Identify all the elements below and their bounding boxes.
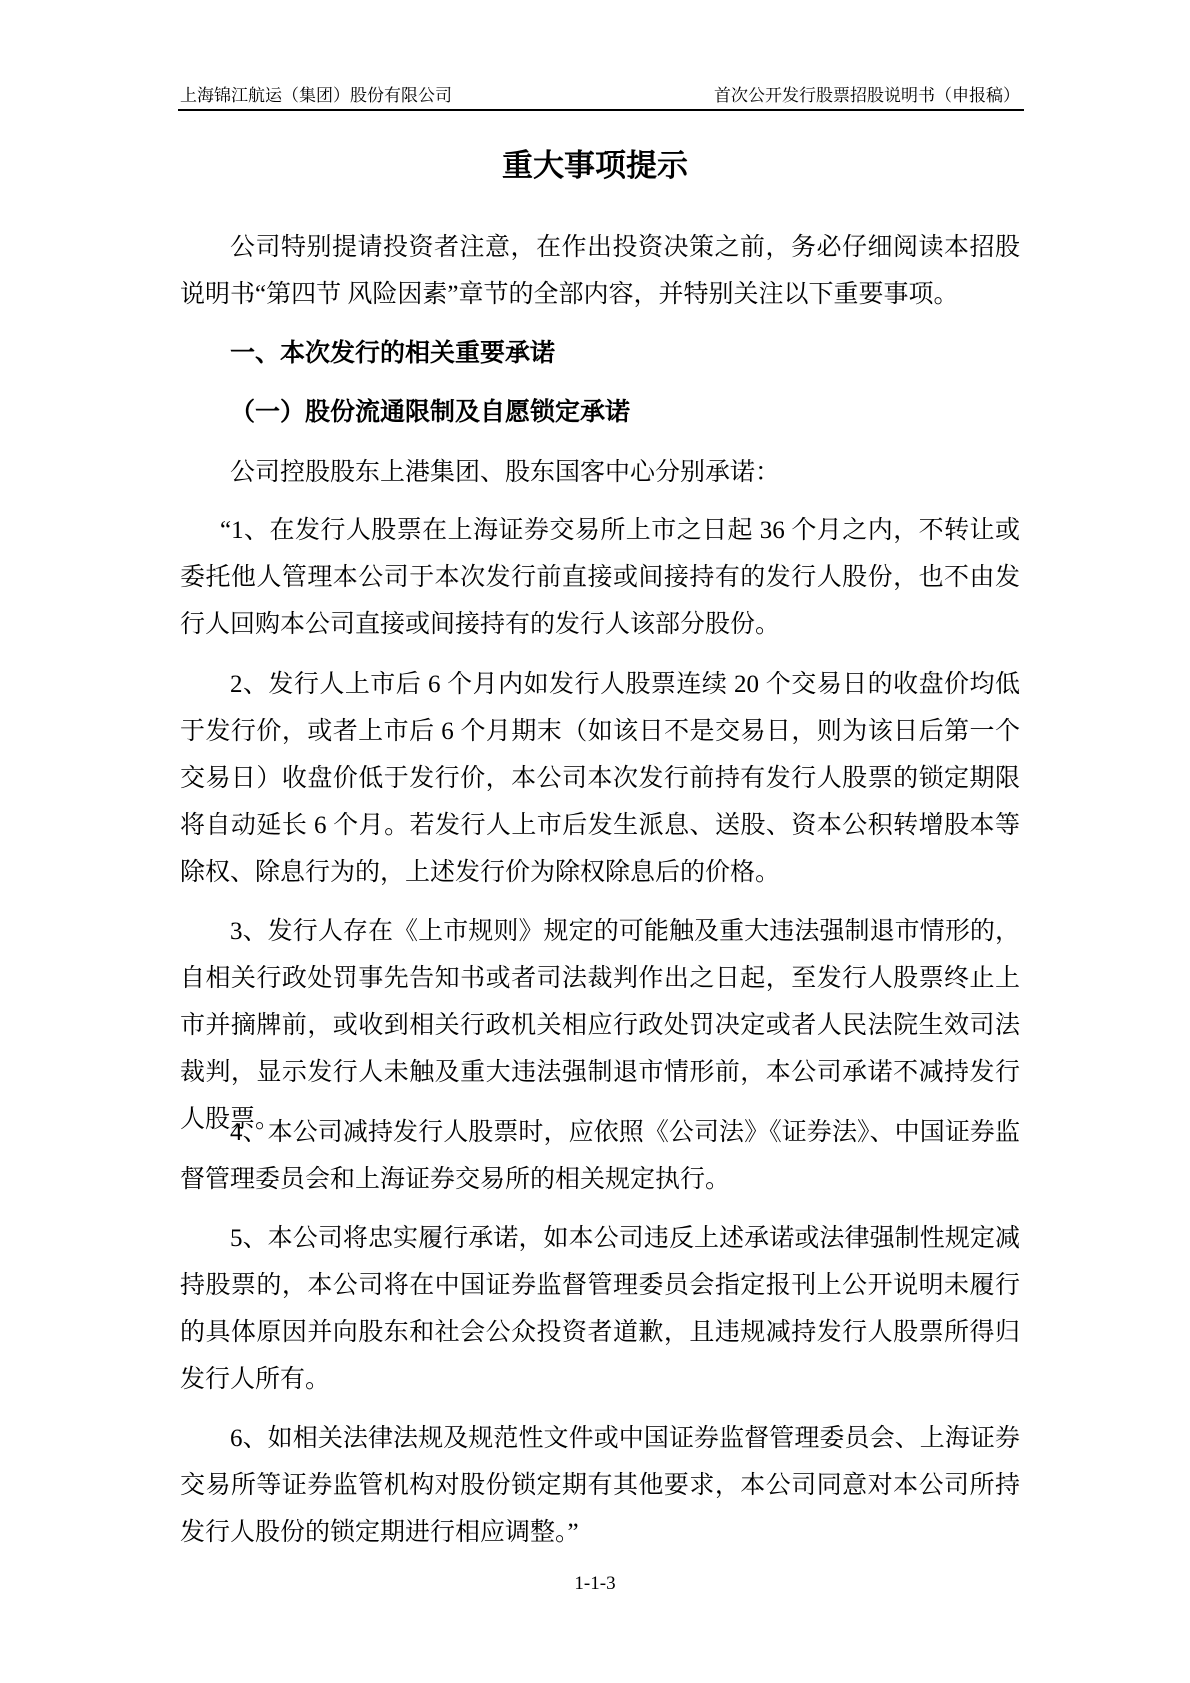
header-company: 上海锦江航运（集团）股份有限公司 [180,86,452,105]
header-rule [178,109,1024,111]
subsection-heading: （一）股份流通限制及自愿锁定承诺 [230,399,631,426]
page-title: 重大事项提示 [502,148,688,183]
lead-paragraph: 公司控股股东上港集团、股东国客中心分别承诺： [230,459,781,486]
page-number: 1-1-3 [574,1573,616,1594]
commitment-item-3: 3、发行人存在《上市规则》规定的可能触及重大违法强制退市情形的，自相关行政处罚事先告知书或者司法裁判作出之日起，至发行人股票终止上市并摘牌前，或收到相关行政机关相应行政处罚决定或者人民法院生效司法裁判，显示发行人未触及重大违法强制退市情形前，本公司承诺不减持发行人股票。 [180,918,1020,1133]
commitment-item-1: “1、在发行人股票在上海证券交易所上市之日起 36 个月之内，不转让或委托他人管理本公司于本次发行前直接或间接持有的发行人股份，也不由发行人回购本公司直接或间接持有的发行人该部分股份。 [180,517,1020,638]
commitment-item-6: 6、如相关法律法规及规范性文件或中国证券监督管理委员会、上海证券交易所等证券监管机构对股份锁定期有其他要求，本公司同意对本公司所持发行人股份的锁定期进行相应调整。” [180,1425,1020,1546]
intro-paragraph: 公司特别提请投资者注意，在作出投资决策之前，务必仔细阅读本招股说明书“第四节 风险因素”章节的全部内容，并特别关注以下重要事项。 [180,234,1020,308]
section-heading: 一、本次发行的相关重要承诺 [230,340,556,367]
commitment-item-5: 5、本公司将忠实履行承诺，如本公司违反上述承诺或法律强制性规定减持股票的，本公司将在中国证券监督管理委员会指定报刊上公开说明未履行的具体原因并向股东和社会公众投资者道歉，且违规减持发行人股票所得归发行人所有。 [180,1225,1020,1393]
header-document-title: 首次公开发行股票招股说明书（申报稿） [714,86,1020,105]
commitment-item-4: 4、本公司减持发行人股票时，应依照《公司法》《证券法》、中国证券监督管理委员会和上海证券交易所的相关规定执行。 [180,1119,1020,1193]
commitment-item-2: 2、发行人上市后 6 个月内如发行人股票连续 20 个交易日的收盘价均低于发行价，或者上市后 6 个月期末（如该日不是交易日，则为该日后第一个交易日）收盘价低于发行价，本公司本次发行前持有发行人股票的锁定期限将自动延长 6 个月。若发行人上市后发生派息、送股、资本公积转增股本等除权、除息行为的，上述发行价为除权除息后的价格。 [180,671,1020,886]
